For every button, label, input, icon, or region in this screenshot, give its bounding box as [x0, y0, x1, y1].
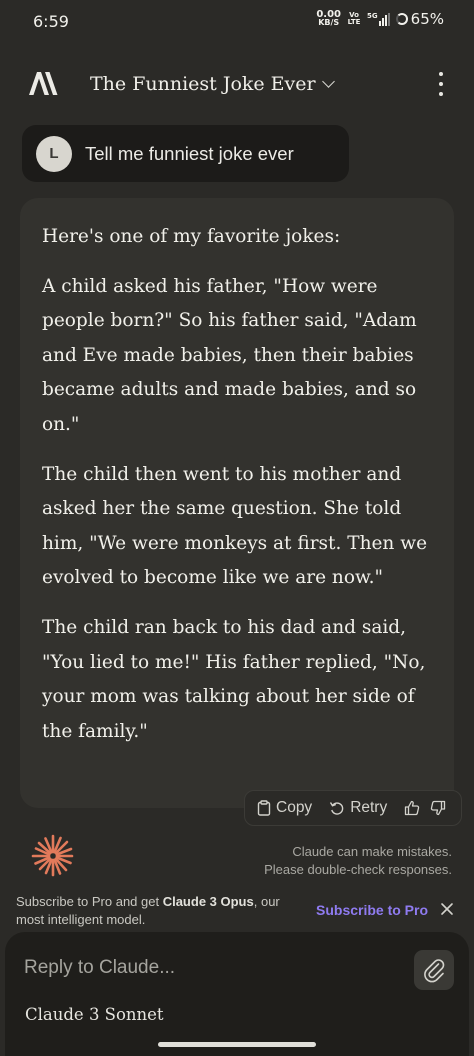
assistant-paragraph: A child asked his father, "How were people born?" So his father said, "Adam and Eve made babies, then their babies became adults and made babies, and so on.": [42, 275, 417, 435]
retry-icon: [329, 800, 345, 816]
battery-level: 65%: [410, 10, 444, 28]
paperclip-icon: [414, 950, 454, 990]
assistant-message: [20, 198, 454, 808]
message-actions: [244, 790, 462, 826]
volte-icon: Vo LTE: [347, 11, 361, 26]
promo-text-suffix: , our most intelligent model.: [16, 894, 280, 927]
avatar: L: [36, 136, 72, 172]
user-message-text: Tell me funniest joke ever: [85, 143, 294, 164]
status-bar: [0, 0, 474, 44]
anthropic-logo-icon[interactable]: [26, 70, 60, 96]
conversation-title-dropdown[interactable]: [90, 73, 333, 95]
conversation-title: The Funniest Joke Ever: [90, 73, 316, 95]
retry-label: Retry: [350, 799, 388, 816]
thumbs-up-button[interactable]: [404, 800, 420, 816]
thumbs-down-button[interactable]: [430, 800, 446, 816]
assistant-paragraph: The child then went to his mother and asked her the same question. She told him, "We were monkeys at first. Then we evolved to become like we are now.": [42, 463, 428, 589]
copy-button[interactable]: [257, 799, 312, 817]
attach-button[interactable]: [414, 950, 454, 990]
status-time: 6:59: [33, 12, 69, 31]
claude-spark-icon: [30, 833, 76, 879]
reply-input[interactable]: [24, 957, 384, 979]
retry-button[interactable]: [329, 799, 387, 817]
signal-icon: [367, 13, 390, 26]
thumbs-up-icon: [404, 800, 420, 816]
network-speed: [316, 11, 341, 27]
close-icon[interactable]: [439, 901, 455, 917]
network-speed-unit: KB/S: [318, 18, 340, 27]
clipboard-icon: [257, 800, 271, 816]
battery-icon: [396, 13, 408, 25]
network-speed-value: 0.00: [316, 9, 342, 20]
promo-text-prefix: Subscribe to Pro and get: [16, 894, 163, 909]
chevron-down-icon: [322, 75, 335, 88]
subscribe-to-pro-link[interactable]: Subscribe to Pro: [316, 902, 429, 918]
copy-label: Copy: [276, 799, 313, 816]
signal-type: 5G: [367, 11, 378, 20]
app-header: [0, 60, 474, 110]
user-message: [22, 125, 349, 182]
more-options-icon[interactable]: [438, 72, 444, 96]
promo-text: [16, 893, 306, 928]
pro-promo-banner: [0, 885, 474, 933]
composer: [5, 932, 469, 1056]
disclaimer-line: Claude can make mistakes.: [292, 844, 452, 859]
assistant-message-text: [42, 220, 437, 764]
disclaimer-line: Please double-check responses.: [264, 861, 452, 877]
assistant-paragraph: Here's one of my favorite jokes:: [42, 226, 341, 247]
thumbs-down-icon: [430, 800, 446, 816]
disclaimer: [264, 843, 452, 878]
battery: [396, 10, 444, 28]
status-icons: [316, 10, 444, 28]
assistant-paragraph: The child ran back to his dad and said, "You lied to me!" His father replied, "No, your mom was talking about her side of the family.": [42, 616, 426, 742]
home-indicator[interactable]: [158, 1042, 316, 1047]
model-selector[interactable]: Claude 3 Sonnet: [25, 1005, 164, 1024]
promo-model-name: Claude 3 Opus: [162, 894, 254, 909]
